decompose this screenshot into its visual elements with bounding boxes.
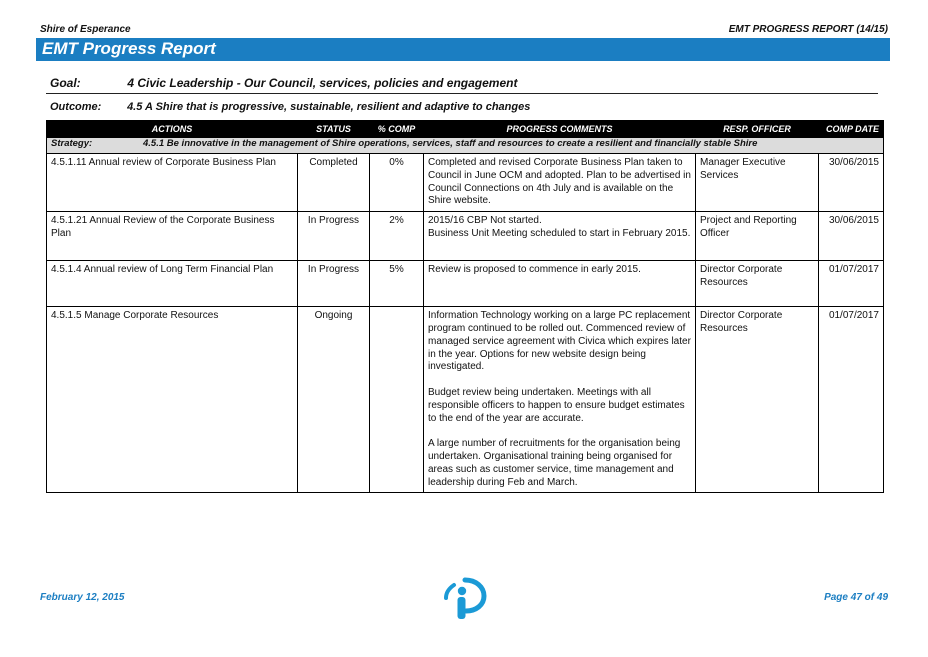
pct-comp-cell: 5% [370,261,424,307]
resp-officer-cell: Project and Reporting Officer [696,212,819,261]
progress-comments-cell: 2015/16 CBP Not started. Business Unit Meeting scheduled to start in February 2015. [424,212,696,261]
progress-table [46,120,884,493]
action-cell: 4.5.1.21 Annual Review of the Corporate Business Plan [47,212,298,261]
progress-comments-cell: Review is proposed to commence in early 2015. [424,261,696,307]
action-cell: 4.5.1.11 Annual review of Corporate Business Plan [47,154,298,212]
table-row [47,307,884,493]
outcome-text: 4.5 A Shire that is progressive, sustainable, resilient and adaptive to changes [127,101,531,113]
footer-page-number: Page 47 of 49 [824,592,888,603]
progress-comments-cell: Information Technology working on a large PC replacement program continued to be rolled out. Commenced review of managed service agreement with Civica which expires later in the year. Options for new website design being investigated. Budget review being undertaken. Meetings with all responsible officers to happen to ensure budget estimates to the end of the year are accurate. A large number of recruitments for the organisation being undertaken. Organisational training being organised for areas such as customer service, time management and leadership during Feb and March. [424,307,696,493]
comp-date-cell: 01/07/2017 [819,307,884,493]
col-header-pct-comp: % COMP [370,121,424,138]
strategy-text: 4.5.1 Be innovative in the management of Shire operations, services, staff and resources to create a resilient and financially stable Shire [143,138,758,149]
outcome-label: Outcome: [50,101,102,113]
action-cell: 4.5.1.5 Manage Corporate Resources [47,307,298,493]
outcome-row [50,101,530,113]
title-banner [36,38,890,61]
table-row [47,212,884,261]
table-header-row [47,121,884,138]
resp-officer-cell: Director Corporate Resources [696,307,819,493]
organisation-name: Shire of Esperance [40,24,131,35]
comp-date-cell: 30/06/2015 [819,212,884,261]
goal-label: Goal: [50,76,81,90]
resp-officer-cell: Director Corporate Resources [696,261,819,307]
status-cell: In Progress [298,212,370,261]
status-cell: In Progress [298,261,370,307]
strategy-label: Strategy: [51,138,93,149]
footer-date: February 12, 2015 [40,592,125,603]
goal-row [50,76,517,90]
report-reference: EMT PROGRESS REPORT (14/15) [728,24,888,35]
report-title: EMT Progress Report [42,39,216,58]
col-header-comp-date: COMP DATE [819,121,884,138]
pct-comp-cell [370,307,424,493]
col-header-actions: ACTIONS [47,121,298,138]
table-row [47,261,884,307]
resp-officer-cell: Manager Executive Services [696,154,819,212]
col-header-progress-comments: PROGRESS COMMENTS [424,121,696,138]
table-row [47,154,884,212]
col-header-resp-officer: RESP. OFFICER [696,121,819,138]
col-header-status: STATUS [298,121,370,138]
comp-date-cell: 30/06/2015 [819,154,884,212]
info-logo-icon [442,576,488,620]
status-cell: Ongoing [298,307,370,493]
pct-comp-cell: 2% [370,212,424,261]
goal-text: 4 Civic Leadership - Our Council, services, policies and engagement [127,76,518,90]
status-cell: Completed [298,154,370,212]
goal-divider [46,93,878,94]
strategy-cell [47,138,884,154]
action-cell: 4.5.1.4 Annual review of Long Term Financial Plan [47,261,298,307]
pct-comp-cell: 0% [370,154,424,212]
progress-comments-cell: Completed and revised Corporate Business Plan taken to Council in June OCM and adopted. Plan to be advertised in Council Connections on 4th July and is available on the Shire website. [424,154,696,212]
strategy-row [47,138,884,154]
comp-date-cell: 01/07/2017 [819,261,884,307]
